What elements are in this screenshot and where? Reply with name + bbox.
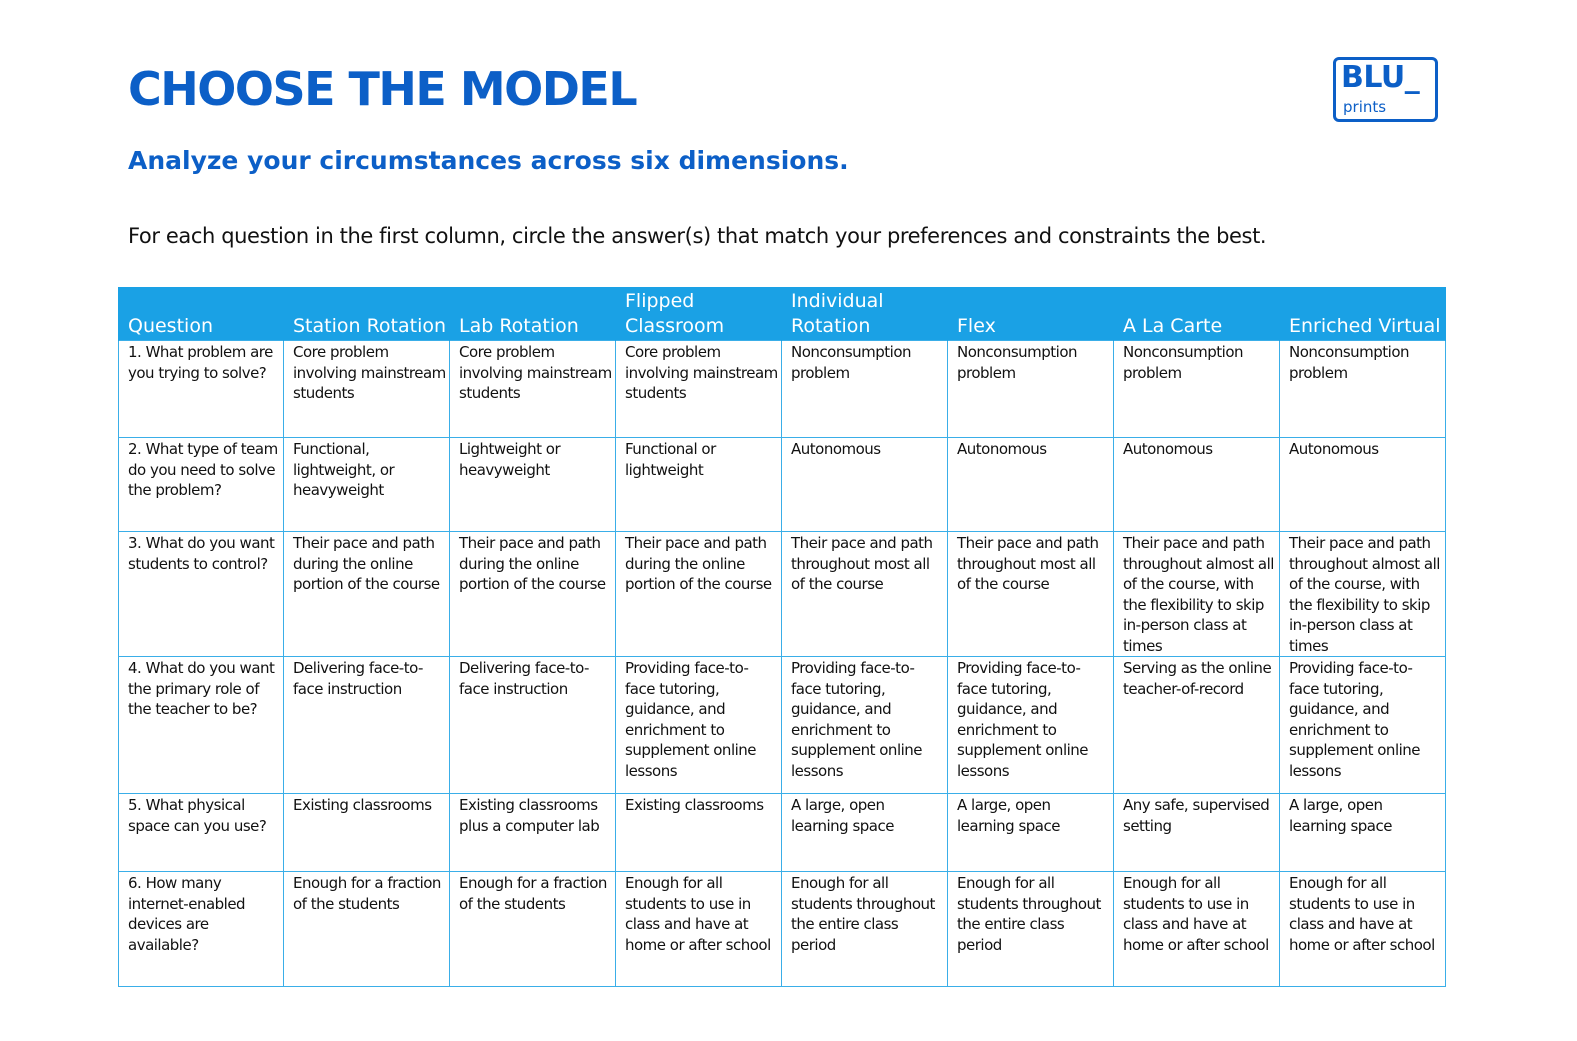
answer-cell[interactable]: Functional, lightweight, or heavyweight (284, 438, 450, 532)
answer-cell[interactable]: Their pace and path throughout almost all of the course, with the flexibility to skip in-person class at times (1280, 532, 1446, 657)
table-row (119, 532, 1446, 657)
answer-cell[interactable]: Providing face-to-face tutoring, guidance, and enrichment to supplement online lessons (616, 657, 782, 794)
answer-cell[interactable]: Providing face-to-face tutoring, guidance, and enrichment to supplement online lessons (1280, 657, 1446, 794)
question-cell: 5. What physical space can you use? (119, 794, 284, 872)
column-header-question: Question (119, 287, 284, 341)
answer-cell[interactable]: Providing face-to-face tutoring, guidance, and enrichment to supplement online lessons (948, 657, 1114, 794)
answer-cell[interactable]: Enough for a fraction of the students (450, 872, 616, 987)
answer-cell[interactable]: Their pace and path throughout almost all of the course, with the flexibility to skip in-person class at times (1114, 532, 1280, 657)
answer-cell[interactable]: Enough for all students throughout the entire class period (948, 872, 1114, 987)
logo-subtext: prints (1343, 98, 1387, 116)
table-row (119, 872, 1446, 987)
column-header-individual-rotation: Individual Rotation (782, 287, 948, 341)
answer-cell[interactable]: Autonomous (782, 438, 948, 532)
answer-cell[interactable]: Lightweight or heavyweight (450, 438, 616, 532)
answer-cell[interactable]: Their pace and path during the online portion of the course (284, 532, 450, 657)
table-row (119, 657, 1446, 794)
answer-cell[interactable]: Enough for all students to use in class and have at home or after school (616, 872, 782, 987)
logo-wordmark: BLU_ (1341, 60, 1420, 95)
column-header-flipped-classroom: Flipped Classroom (616, 287, 782, 341)
answer-cell[interactable]: Their pace and path throughout most all of the course (782, 532, 948, 657)
answer-cell[interactable]: Existing classrooms (616, 794, 782, 872)
table-row (119, 438, 1446, 532)
table-row (119, 794, 1446, 872)
page-title: CHOOSE THE MODEL (128, 62, 637, 116)
answer-cell[interactable]: Their pace and path throughout most all of the course (948, 532, 1114, 657)
answer-cell[interactable]: Delivering face-to-face instruction (450, 657, 616, 794)
answer-cell[interactable]: Core problem involving mainstream students (284, 341, 450, 438)
answer-cell[interactable]: Autonomous (1280, 438, 1446, 532)
answer-cell[interactable]: Enough for all students to use in class and have at home or after school (1114, 872, 1280, 987)
answer-cell[interactable]: A large, open learning space (1280, 794, 1446, 872)
answer-cell[interactable]: Core problem involving mainstream students (450, 341, 616, 438)
answer-cell[interactable]: Delivering face-to-face instruction (284, 657, 450, 794)
answer-cell[interactable]: Enough for all students throughout the entire class period (782, 872, 948, 987)
blu-prints-logo (1333, 57, 1438, 122)
answer-cell[interactable]: A large, open learning space (948, 794, 1114, 872)
answer-cell[interactable]: Providing face-to-face tutoring, guidance, and enrichment to supplement online lessons (782, 657, 948, 794)
instruction-text: For each question in the first column, circle the answer(s) that match your preferences and constraints the best. (128, 224, 1267, 248)
answer-cell[interactable]: Existing classrooms (284, 794, 450, 872)
question-cell: 6. How many internet-enabled devices are available? (119, 872, 284, 987)
column-header-station-rotation: Station Rotation (284, 287, 450, 341)
answer-cell[interactable]: A large, open learning space (782, 794, 948, 872)
table-row (119, 341, 1446, 438)
answer-cell[interactable]: Nonconsumption problem (948, 341, 1114, 438)
table-header-row (119, 287, 1446, 341)
question-cell: 2. What type of team do you need to solve the problem? (119, 438, 284, 532)
answer-cell[interactable]: Enough for all students to use in class and have at home or after school (1280, 872, 1446, 987)
question-cell: 3. What do you want students to control? (119, 532, 284, 657)
answer-cell[interactable]: Existing classrooms plus a computer lab (450, 794, 616, 872)
column-header-a-la-carte: A La Carte (1114, 287, 1280, 341)
column-header-enriched-virtual: Enriched Virtual (1280, 287, 1446, 341)
answer-cell[interactable]: Enough for a fraction of the students (284, 872, 450, 987)
answer-cell[interactable]: Nonconsumption problem (1280, 341, 1446, 438)
question-cell: 4. What do you want the primary role of the teacher to be? (119, 657, 284, 794)
answer-cell[interactable]: Nonconsumption problem (1114, 341, 1280, 438)
answer-cell[interactable]: Serving as the online teacher-of-record (1114, 657, 1280, 794)
answer-cell[interactable]: Autonomous (1114, 438, 1280, 532)
answer-cell[interactable]: Their pace and path during the online portion of the course (450, 532, 616, 657)
page-subtitle: Analyze your circumstances across six dimensions. (128, 146, 849, 175)
answer-cell[interactable]: Any safe, supervised setting (1114, 794, 1280, 872)
column-header-flex: Flex (948, 287, 1114, 341)
model-comparison-table (118, 287, 1446, 987)
question-cell: 1. What problem are you trying to solve? (119, 341, 284, 438)
column-header-lab-rotation: Lab Rotation (450, 287, 616, 341)
answer-cell[interactable]: Core problem involving mainstream students (616, 341, 782, 438)
answer-cell[interactable]: Functional or lightweight (616, 438, 782, 532)
answer-cell[interactable]: Their pace and path during the online portion of the course (616, 532, 782, 657)
answer-cell[interactable]: Autonomous (948, 438, 1114, 532)
answer-cell[interactable]: Nonconsumption problem (782, 341, 948, 438)
